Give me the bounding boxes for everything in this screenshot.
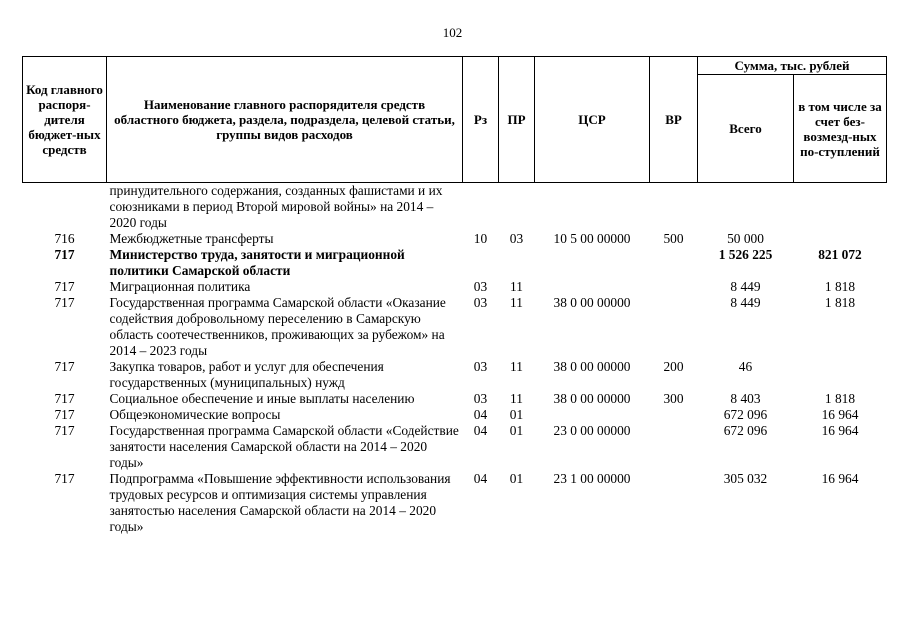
cell-vr (650, 471, 698, 535)
table-body (23, 183, 887, 536)
cell-total: 46 (738, 359, 753, 374)
table-row (23, 391, 887, 407)
cell-csr: 23 0 00 00000 (553, 423, 631, 438)
cell-code: 717 (54, 391, 75, 406)
cell-name: Миграционная политика (109, 279, 251, 294)
cell-vr (650, 295, 698, 359)
cell-grant: 16 964 (821, 423, 859, 438)
cell-total: 8 449 (730, 295, 761, 310)
cell-grant: 16 964 (821, 471, 859, 486)
cell-rz: 03 (473, 295, 488, 310)
cell-grant (794, 183, 887, 232)
cell-code: 717 (54, 279, 75, 294)
cell-code: 717 (54, 471, 75, 486)
cell-rz: 04 (473, 471, 488, 486)
cell-rz (463, 183, 499, 232)
cell-name: Социальное обеспечение и иные выплаты населению (109, 391, 415, 406)
cell-pr: 03 (509, 231, 524, 246)
header-name: Наименование главного распорядителя средств областного бюджета, раздела, подраздела, целевой статьи, группы видов расходов (107, 57, 463, 183)
header-rz: Рз (463, 57, 499, 183)
cell-vr (650, 247, 698, 279)
table-row (23, 423, 887, 471)
cell-vr (650, 279, 698, 295)
table-row (23, 279, 887, 295)
header-total: Всего (698, 75, 794, 183)
cell-pr: 01 (509, 407, 524, 422)
cell-code: 717 (54, 407, 75, 422)
cell-name: принудительного содержания, созданных фашистами и их союзниками в период Второй мировой войны» на 2014 – 2020 годы (109, 183, 443, 230)
cell-grant: 1 818 (824, 295, 856, 310)
cell-csr: 38 0 00 00000 (553, 391, 631, 406)
header-pr: ПР (499, 57, 535, 183)
cell-name: Государственная программа Самарской области «Оказание содействия добровольному переселению в Самарскую область соотечественников, проживающих за рубежом» на 2014 – 2023 годы (109, 295, 446, 358)
cell-grant: 16 964 (821, 407, 859, 422)
table-row (23, 295, 887, 359)
cell-vr: 500 (663, 231, 684, 246)
cell-name: Общеэкономические вопросы (109, 407, 281, 422)
table-header (23, 57, 887, 183)
cell-vr (650, 183, 698, 232)
cell-grant (794, 359, 887, 391)
cell-name: Подпрограмма «Повышение эффективности использования трудовых ресурсов и оптимизация системы управления занятостью населения Самарской области на 2014 – 2020 годы» (109, 471, 451, 534)
cell-pr (499, 183, 535, 232)
table-row (23, 183, 887, 232)
cell-rz: 03 (473, 279, 488, 294)
cell-code: 716 (54, 231, 75, 246)
cell-name: Закупка товаров, работ и услуг для обеспечения государственных (муниципальных) нужд (109, 359, 384, 390)
header-code: Код главного распоря-дителя бюджет-ных средств (23, 57, 107, 183)
cell-code (23, 183, 107, 232)
cell-rz: 03 (473, 359, 488, 374)
cell-pr: 11 (510, 359, 523, 374)
cell-csr: 38 0 00 00000 (553, 359, 631, 374)
cell-grant: 821 072 (818, 247, 862, 262)
cell-rz: 04 (473, 407, 488, 422)
cell-total (698, 183, 794, 232)
table-row (23, 231, 887, 247)
cell-pr (499, 247, 535, 279)
table-row (23, 407, 887, 423)
cell-pr: 11 (510, 391, 523, 406)
cell-rz (463, 247, 499, 279)
header-csr: ЦСР (535, 57, 650, 183)
cell-code: 717 (54, 247, 75, 262)
cell-vr (650, 407, 698, 423)
cell-total: 1 526 225 (718, 247, 773, 262)
cell-code: 717 (54, 295, 75, 310)
table-row (23, 471, 887, 535)
cell-rz: 04 (473, 423, 488, 438)
cell-csr (535, 247, 650, 279)
cell-name: Министерство труда, занятости и миграционной политики Самарской области (109, 247, 405, 278)
cell-csr (535, 407, 650, 423)
cell-csr: 10 5 00 00000 (553, 231, 631, 246)
header-sum-group: Сумма, тыс. рублей (698, 57, 887, 75)
cell-pr: 01 (509, 471, 524, 486)
cell-csr (535, 183, 650, 232)
cell-grant: 1 818 (824, 391, 856, 406)
cell-total: 8 449 (730, 279, 761, 294)
cell-csr: 38 0 00 00000 (553, 295, 631, 310)
cell-grant (794, 231, 887, 247)
cell-csr: 23 1 00 00000 (553, 471, 631, 486)
cell-code: 717 (54, 359, 75, 374)
budget-table (22, 56, 887, 535)
table-row (23, 359, 887, 391)
cell-total: 50 000 (727, 231, 764, 246)
cell-pr: 01 (509, 423, 524, 438)
cell-code: 717 (54, 423, 75, 438)
cell-pr: 11 (510, 279, 523, 294)
cell-total: 672 096 (723, 423, 768, 438)
table-row (23, 247, 887, 279)
cell-name: Межбюджетные трансферты (109, 231, 274, 246)
cell-grant: 1 818 (824, 279, 856, 294)
header-grant: в том числе за счет без-возмезд-ных по-ступлений (794, 75, 887, 183)
cell-name: Государственная программа Самарской области «Содействие занятости населения Самарской области на 2014 – 2020 годы» (109, 423, 459, 470)
cell-vr: 300 (663, 391, 684, 406)
cell-rz: 10 (473, 231, 488, 246)
cell-pr: 11 (510, 295, 523, 310)
header-vr: ВР (650, 57, 698, 183)
cell-csr (535, 279, 650, 295)
cell-total: 305 032 (723, 471, 768, 486)
cell-rz: 03 (473, 391, 488, 406)
cell-total: 672 096 (723, 407, 768, 422)
cell-total: 8 403 (730, 391, 761, 406)
cell-vr: 200 (663, 359, 684, 374)
cell-vr (650, 423, 698, 471)
page-number: 102 (442, 25, 463, 40)
